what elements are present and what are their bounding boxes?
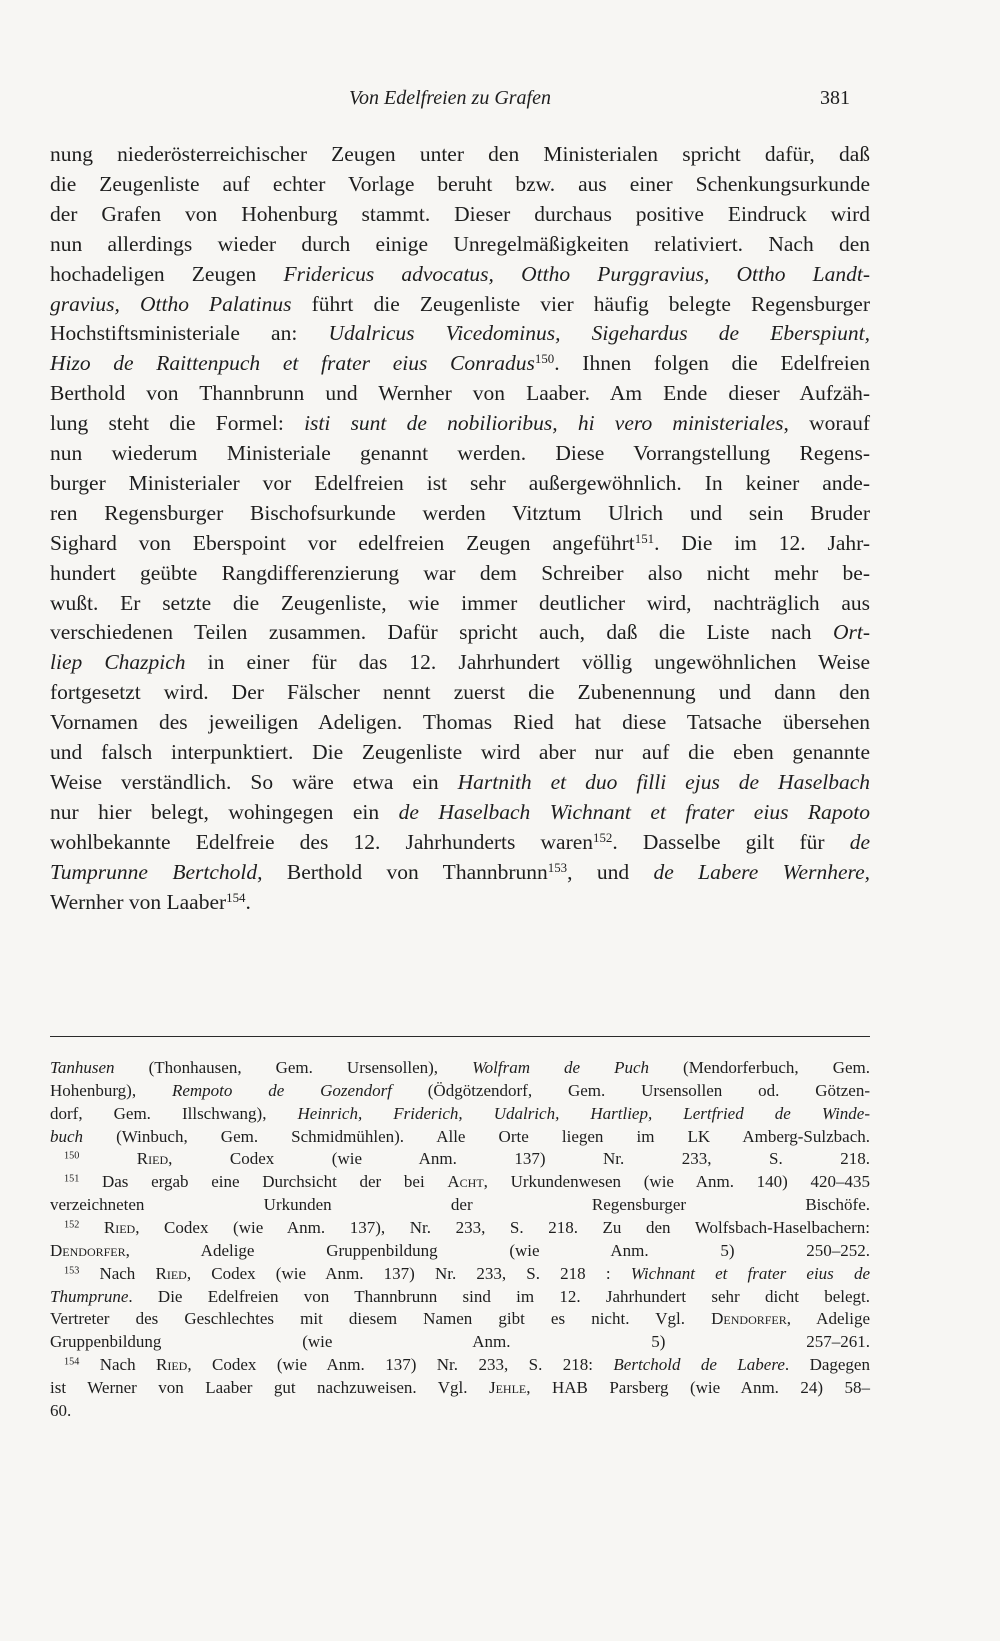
text-span: Tumprunne Bertchold, bbox=[50, 859, 263, 884]
text-span: Nach bbox=[79, 1355, 156, 1375]
text-span: , Codex (wie Anm. 137), Nr. 233, S. 218. Zu den Wolfsbach-Haselbachern: bbox=[135, 1217, 870, 1237]
body-line bbox=[50, 857, 870, 887]
text-span: ren Regensburger Bischofsurkunde werden Vitztum Ulrich und sein Bruder bbox=[50, 500, 870, 525]
body-line bbox=[50, 378, 870, 408]
text-span: 60. bbox=[50, 1400, 72, 1420]
text-span: dorf, Gem. Illschwang), bbox=[50, 1103, 298, 1123]
footnote-line bbox=[50, 1079, 870, 1103]
text-span: nur hier belegt, wohingegen ein bbox=[50, 799, 399, 824]
text-span: verschiedenen Teilen zusammen. Dafür spricht auch, daß die Liste nach bbox=[50, 620, 833, 645]
footnote-rule bbox=[50, 1036, 870, 1037]
body-line bbox=[50, 348, 870, 378]
footnote-ref: 153 bbox=[547, 860, 568, 875]
footnote-line bbox=[64, 1262, 870, 1286]
text-span: , Urkundenwesen (wie Anm. 140) 420–435 bbox=[483, 1172, 870, 1192]
footnote-ref: 152 bbox=[64, 1219, 80, 1231]
footnote-line bbox=[50, 1399, 870, 1423]
text-span: Wolfram de Puch bbox=[472, 1058, 650, 1077]
text-span bbox=[79, 1218, 104, 1237]
text-span: verzeichneten Urkunden der Regensburger Bischöfe. bbox=[50, 1195, 870, 1215]
text-span bbox=[79, 1149, 137, 1168]
text-span: der Grafen von Hohenburg stammt. Dieser durchaus positive Eindruck wird bbox=[50, 201, 870, 226]
text-span: nun wiederum Ministeriale genannt werden. Diese Vorrangstellung Regens- bbox=[50, 441, 870, 465]
body-line bbox=[50, 558, 870, 588]
body-line bbox=[50, 647, 870, 677]
text-span: Jehle bbox=[488, 1377, 527, 1397]
text-span: wußt. Er setzte die Zeugenliste, wie immer deutlicher wird, nachträglich aus bbox=[50, 590, 870, 615]
text-span: Dendorfer bbox=[50, 1240, 126, 1260]
body-line bbox=[50, 229, 870, 259]
text-span: , worauf bbox=[783, 411, 870, 436]
text-span: Berthold von Thannbrunn bbox=[262, 859, 548, 884]
text-span: Ort- bbox=[832, 620, 870, 645]
text-span: . Dagegen bbox=[784, 1355, 870, 1375]
text-span: Berthold von Thannbrunn und Wernher von Laaber. Am Ende dieser Aufzäh- bbox=[50, 381, 870, 406]
text-span: ist Werner von Laaber gut nachzuweisen. Vgl. bbox=[50, 1377, 489, 1397]
body-line bbox=[50, 528, 870, 558]
page-number: 381 bbox=[820, 87, 850, 109]
text-span: gravius, Ottho Palatinus bbox=[50, 291, 292, 316]
body-line bbox=[50, 468, 870, 498]
text-span: Hochstiftsministeriale an: bbox=[50, 321, 329, 346]
footnote-line bbox=[64, 1353, 870, 1377]
text-span: wohlbekannte Edelfreie des 12. Jahrhunderts waren bbox=[50, 829, 594, 854]
footnote-ref: 150 bbox=[64, 1150, 80, 1162]
text-span: die Zeugenliste auf echter Vorlage beruht bzw. aus einer Schenkungsurkunde bbox=[50, 171, 870, 196]
text-span: Wernher von Laaber bbox=[50, 889, 227, 914]
body-line bbox=[50, 677, 870, 707]
text-span: (Mendorferbuch, Gem. bbox=[649, 1058, 870, 1077]
text-span: de Labere Wernhere, bbox=[653, 859, 870, 884]
footnote-line bbox=[50, 1285, 870, 1309]
text-span: . Die Edelfreien von Thannbrunn sind im 12. Jahrhundert sehr dicht belegt. bbox=[128, 1286, 870, 1306]
text-span: Nach bbox=[79, 1263, 156, 1283]
text-span: Ried bbox=[156, 1355, 188, 1375]
text-span: Sighard von Eberspoint vor edelfreien Zeugen angeführt bbox=[50, 530, 635, 555]
footnote-line bbox=[50, 1239, 870, 1263]
body-line bbox=[50, 827, 870, 857]
text-span: Fridericus advocatus, Ottho Purggravius, Ottho Landt- bbox=[283, 261, 870, 286]
text-span: in einer für das 12. Jahrhundert völlig ungewöhnlichen Weise bbox=[185, 650, 871, 675]
text-span: (Thonhausen, Gem. Ursensollen), bbox=[114, 1058, 473, 1077]
text-span: , Adelige Gruppenbildung (wie Anm. 5) 250–252. bbox=[125, 1240, 870, 1260]
text-span: Rempoto de Gozendorf bbox=[171, 1080, 392, 1100]
footnote-ref: 151 bbox=[634, 531, 655, 546]
text-span: führt die Zeugenliste vier häufig belegte Regensburger bbox=[291, 291, 870, 316]
running-title: Von Edelfreien zu Grafen bbox=[348, 87, 551, 109]
body-line bbox=[50, 438, 870, 468]
text-span: , Codex (wie Anm. 137) Nr. 233, S. 218. bbox=[168, 1149, 870, 1169]
text-span: . Ihnen folgen die Edelfreien bbox=[554, 351, 871, 376]
text-span: und falsch interpunktiert. Die Zeugenliste wird aber nur auf die eben genannte bbox=[50, 740, 870, 764]
text-span: , HAB Parsberg (wie Anm. 24) 58– bbox=[526, 1377, 870, 1397]
body-line bbox=[50, 318, 870, 348]
footnote-ref: 154 bbox=[226, 890, 246, 905]
footnote-ref: 151 bbox=[64, 1173, 80, 1185]
body-line bbox=[50, 139, 870, 169]
body-line bbox=[50, 588, 870, 618]
text-span: Vertreter des Geschlechtes mit diesem Namen gibt es nicht. Vgl. bbox=[50, 1309, 712, 1329]
body-line bbox=[50, 289, 870, 319]
body-line bbox=[50, 259, 870, 289]
footnote-line bbox=[64, 1170, 870, 1194]
footnote-line bbox=[50, 1102, 870, 1126]
footnote-ref: 154 bbox=[64, 1356, 80, 1368]
text-span: , Adelige bbox=[786, 1309, 870, 1329]
text-span: Das ergab eine Durchsicht der bei bbox=[79, 1172, 448, 1192]
body-line bbox=[50, 199, 870, 229]
footnote-line bbox=[50, 1330, 870, 1354]
body-line bbox=[50, 887, 870, 917]
footnote-ref: 150 bbox=[534, 352, 555, 367]
text-span: . bbox=[245, 889, 251, 914]
text-span: burger Ministerialer vor Edelfreien ist sehr außergewöhnlich. In keiner ande- bbox=[50, 470, 870, 495]
text-span: de bbox=[849, 829, 870, 854]
text-span: Udalricus Vicedominus, Sigehardus de Eberspiunt, bbox=[328, 321, 870, 346]
text-span: . Die im 12. Jahr- bbox=[654, 530, 870, 555]
text-span: (Ödgötzendorf, Gem. Ursensollen od. Götzen- bbox=[391, 1080, 871, 1100]
text-span: , Codex (wie Anm. 137) Nr. 233, S. 218 : bbox=[186, 1263, 631, 1283]
body-line bbox=[50, 408, 870, 438]
footnote-line bbox=[50, 1307, 870, 1331]
text-span: Ried bbox=[136, 1149, 169, 1169]
text-span: Hizo de Raittenpuch et frater eius Conradus bbox=[50, 351, 535, 376]
body-line bbox=[50, 797, 870, 827]
text-span: hundert geübte Rangdifferenzierung war dem Schreiber also nicht mehr be- bbox=[50, 560, 870, 585]
text-span: fortgesetzt wird. Der Fälscher nennt zuerst die Zubenennung und dann den bbox=[50, 680, 870, 705]
text-span: , und bbox=[567, 859, 654, 884]
body-line bbox=[50, 498, 870, 528]
text-span: Hohenburg), bbox=[50, 1080, 172, 1100]
text-span: Thumprune bbox=[50, 1286, 129, 1306]
body-line bbox=[50, 707, 870, 737]
text-span: hochadeligen Zeugen bbox=[50, 261, 284, 286]
text-span: Acht bbox=[447, 1172, 484, 1192]
text-span: Weise verständlich. So wäre etwa ein bbox=[50, 769, 458, 794]
text-span: Heinrich, Friderich, Udalrich, Hartliep, Lertfried de Winde- bbox=[297, 1103, 871, 1123]
text-span: Tanhusen bbox=[50, 1058, 115, 1077]
footnote-line bbox=[50, 1376, 870, 1400]
text-span: (Winbuch, Gem. Schmidmühlen). Alle Orte liegen im LK Amberg-Sulzbach. bbox=[83, 1126, 870, 1146]
text-span: Vornamen des jeweiligen Adeligen. Thomas Ried hat diese Tatsache übersehen bbox=[50, 710, 870, 735]
text-span: Ried bbox=[155, 1263, 187, 1283]
text-span: Gruppenbildung (wie Anm. 5) 257–261. bbox=[50, 1332, 870, 1352]
text-span: Bertchold de Labere bbox=[613, 1355, 785, 1375]
body-line bbox=[50, 169, 870, 199]
running-header bbox=[0, 82, 1000, 114]
text-span: Dendorfer bbox=[711, 1309, 787, 1329]
text-span: de Haselbach Wichnant et frater eius Rapoto bbox=[398, 799, 870, 824]
text-span: , Codex (wie Anm. 137) Nr. 233, S. 218: bbox=[187, 1355, 614, 1375]
footnote-line bbox=[50, 1125, 870, 1149]
footnote-ref: 152 bbox=[593, 830, 613, 845]
text-span: . Dasselbe gilt für bbox=[612, 829, 850, 854]
body-line bbox=[50, 767, 870, 797]
text-span: liep Chazpich bbox=[50, 650, 186, 675]
footnote-line bbox=[50, 1056, 870, 1080]
text-span: nun allerdings wieder durch einige Unregelmäßigkeiten relativiert. Nach den bbox=[50, 231, 870, 256]
text-span: Wichnant et frater eius de bbox=[630, 1263, 870, 1283]
body-line bbox=[50, 617, 870, 647]
text-span: lung steht die Formel: bbox=[50, 411, 305, 436]
footnote-line bbox=[50, 1193, 870, 1217]
text-span: Hartnith et duo filli ejus de Haselbach bbox=[457, 769, 871, 794]
footnote-line bbox=[64, 1147, 870, 1171]
body-line bbox=[50, 737, 870, 767]
text-span: nung niederösterreichischer Zeugen unter den Ministerialen spricht dafür, daß bbox=[50, 142, 870, 166]
text-span: Ried bbox=[103, 1217, 136, 1237]
footnote-ref: 153 bbox=[64, 1265, 80, 1277]
footnote-line bbox=[64, 1216, 870, 1240]
text-span: buch bbox=[50, 1126, 84, 1146]
text-span: isti sunt de nobilioribus, hi vero ministeriales bbox=[304, 411, 784, 436]
